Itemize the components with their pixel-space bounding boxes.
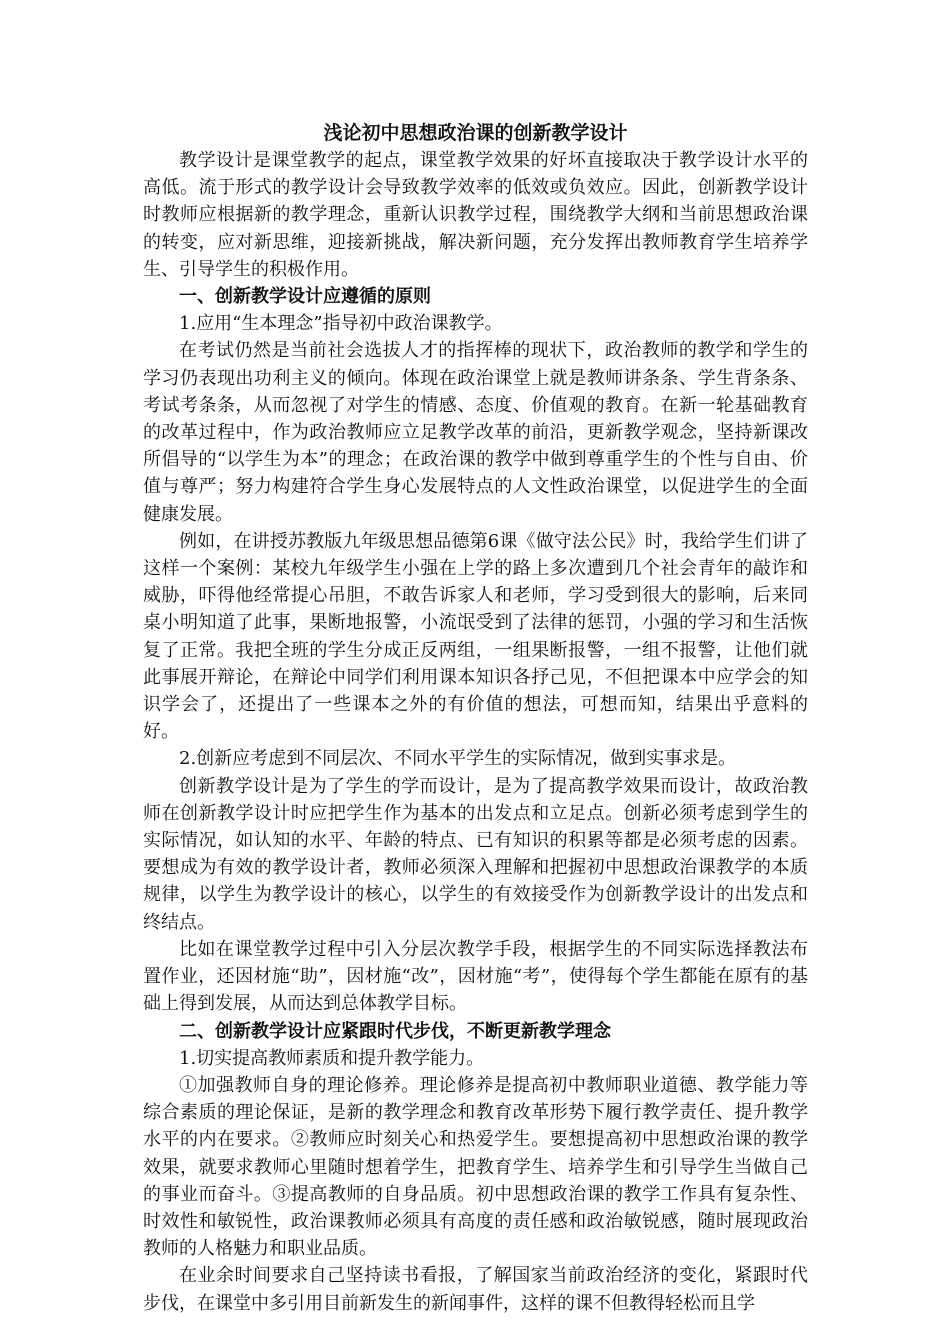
body-paragraph: 创新教学设计是为了学生的学而设计，是为了提高教学效果而设计，故政治教师在创新教学设计时应把学生作为基本的出发点和立足点。创新必须考虑到学生的实际情况，如认知的水平、年龄的特点、已有知识的积累等都是必须考虑的因素。要想成为有效的教学设计者，教师必须深入理解和把握初中思想政治课教学的本质规律，以学生为教学设计的核心，以学生的有效接受作为创新教学设计的出发点和终结点。 xyxy=(143,775,808,933)
body-paragraph: 比如在课堂教学过程中引入分层次教学手段，根据学生的不同实际选择教法布置作业，还因材施“助”，因材施“改”，因材施“考”，使得每个学生都能在原有的基础上得到发展，从而达到总体教学目标。 xyxy=(143,938,808,1015)
document-title: 浅论初中思想政治课的创新教学设计 xyxy=(323,122,628,144)
body-paragraph: 例如，在讲授苏教版九年级思想品德第6课《做守法公民》时，我给学生们讲了这样一个案例：某校九年级学生小强在上学的路上多次遭到几个社会青年的敲诈和威胁，吓得他经常提心吊胆，不敢告诉家人和老师，学习受到很大的影响，后来同桌小明知道了此事，果断地报警，小流氓受到了法律的惩罚，小强的学习和生活恢复了正常。我把全班的学生分成正反两组，一组果断报警，一组不报警，让他们就此事展开辩论，在辩论中同学们利用课本知识各抒己见，不但把课本中应学会的知识学会了，还提出了一些课本之外的有价值的想法，可想而知，结果出乎意料的好。 xyxy=(143,530,808,743)
body-paragraph: 在考试仍然是当前社会选拔人才的指挥棒的现状下，政治教师的教学和学生的学习仍表现出功利主义的倾向。体现在政治课堂上就是教师讲条条、学生背条条、考试考条条，从而忽视了对学生的情感、态度、价值观的教育。在新一轮基础教育的改革过程中，作为政治教师应立足教学改革的前沿，更新教学观念，坚持新课改所倡导的“以学生为本”的理念；在政治课的教学中做到尊重学生的个性与自由、价值与尊严；努力构建符合学生身心发展特点的人文性政治课堂，以促进学生的全面健康发展。 xyxy=(143,340,808,525)
intro-paragraph: 教学设计是课堂教学的起点，课堂教学效果的好坏直接取决于教学设计水平的高低。流于形式的教学设计会导致教学效率的低效或负效应。因此，创新教学设计时教师应根据新的教学理念，重新认识教学过程，围绕教学大纲和当前思想政治课的转变，应对新思维，迎接新挑战，解决新问题，充分发挥出教师教育学生培养学生、引导学生的积极作用。 xyxy=(143,150,808,280)
section-heading-1: 一、创新教学设计应遵循的原则 xyxy=(179,286,431,308)
document-page xyxy=(143,120,808,1317)
subheading-1-2: 2.创新应考虑到不同层次、不同水平学生的实际情况，做到实事求是。 xyxy=(179,748,737,770)
body-paragraph: ①加强教师自身的理论修养。理论修养是提高初中教师职业道德、教学能力等综合素质的理论保证，是新的教学理念和教育改革形势下履行教学责任、提升教学水平的内在要求。②教师应时刻关心和热爱学生。要想提高初中思想政治课的教学效果，就要求教师心里随时想着学生，把教育学生、培养学生和引导学生当做自己的事业而奋斗。③提高教师的自身品质。初中思想政治课的教学工作具有复杂性、时效性和敏锐性，政治课教师必须具有高度的责任感和政治敏锐感，随时展现政治教师的人格魅力和职业品质。 xyxy=(143,1074,808,1260)
subheading-1-1: 1.应用“生本理念”指导初中政治课教学。 xyxy=(179,313,503,335)
body-paragraph: 在业余时间要求自己坚持读书看报，了解国家当前政治经济的变化，紧跟时代步伐，在课堂中多引用目前新发生的新闻事件，这样的课不但教得轻松而且学 xyxy=(143,1265,808,1314)
section-heading-2: 二、创新教学设计应紧跟时代步伐，不断更新教学理念 xyxy=(179,1020,611,1042)
subheading-2-1: 1.切实提高教师素质和提升教学能力。 xyxy=(179,1047,485,1069)
